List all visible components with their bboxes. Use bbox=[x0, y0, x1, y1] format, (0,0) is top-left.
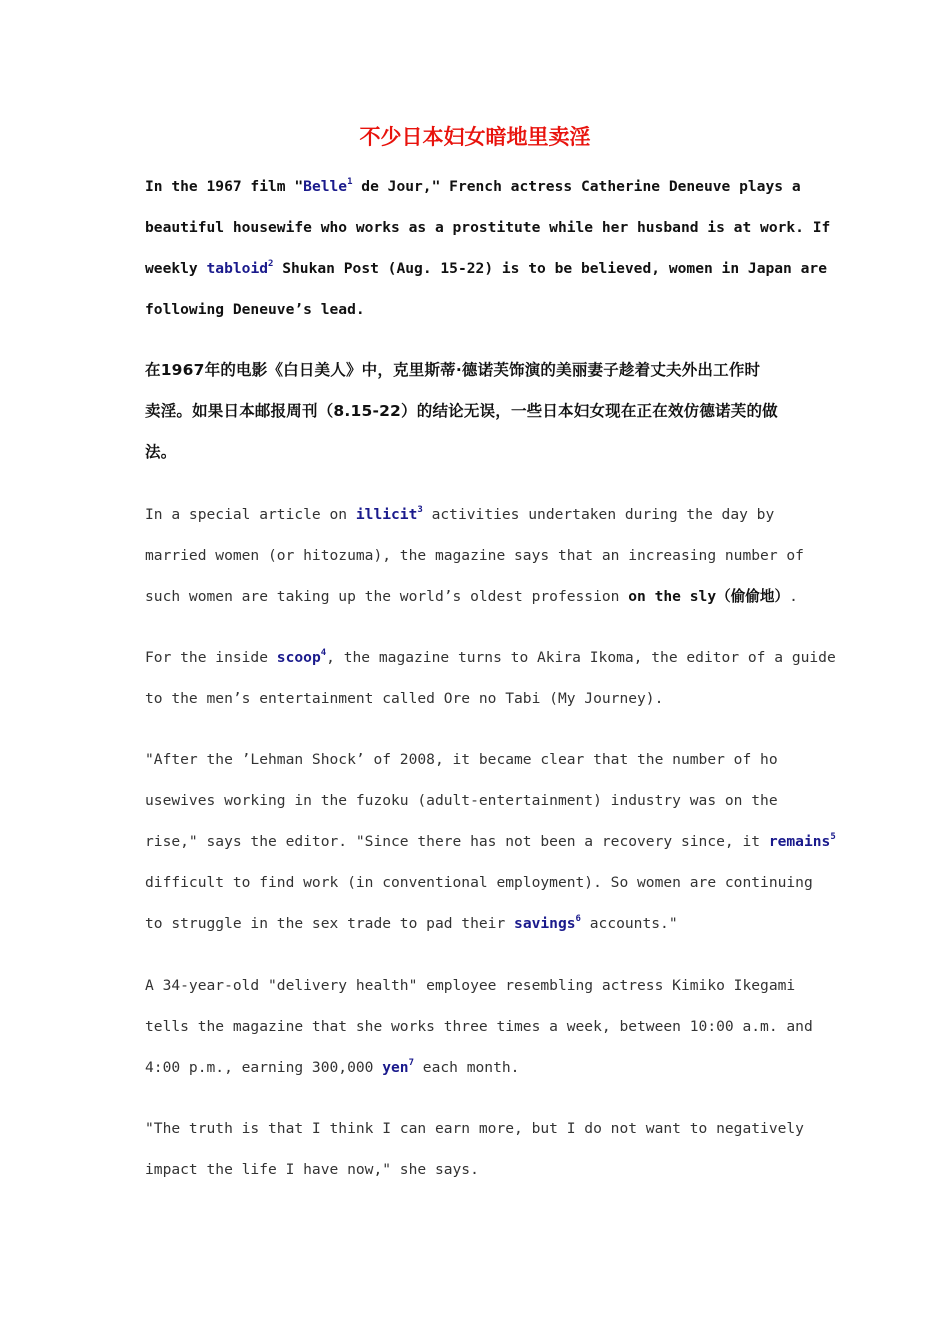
paragraph-inside-scoop bbox=[145, 637, 836, 719]
paragraph-lehman-shock bbox=[145, 739, 836, 944]
text-line: following Deneuve’s lead. bbox=[145, 301, 365, 318]
text-line: A 34-year-old "delivery health" employee resembling actress Kimiko Ikegami bbox=[145, 977, 796, 994]
text-line: In a special article on illicit$^3$ activities undertaken during the day by bbox=[145, 505, 775, 523]
paragraph-special-article bbox=[145, 494, 810, 617]
footnote-ref: 7 bbox=[408, 1058, 415, 1068]
text-line: usewives working in the fuzoku (adult-entertainment) industry was on the bbox=[145, 792, 778, 809]
vocab-savings: savings bbox=[514, 915, 576, 932]
text-line: married women (or hitozuma), the magazine says that an increasing number of bbox=[145, 547, 804, 564]
text-line: rise," says the editor. "Since there has not been a recovery since, it remains$^5$ bbox=[145, 832, 836, 850]
paragraph-intro-en bbox=[145, 166, 831, 330]
phrase-on-the-sly: on the sly（偷偷地） bbox=[628, 588, 790, 605]
vocab-tabloid: tabloid bbox=[206, 260, 269, 277]
text-line: weekly tabloid$^2$ Shukan Post (Aug. 15-22) is to be believed, women in Japan are bbox=[145, 259, 827, 277]
vocab-belle: Belle bbox=[303, 178, 348, 195]
footnote-ref: 5 bbox=[830, 832, 836, 842]
text-line: In the 1967 film "Belle$^1$ de Jour," French actress Catherine Deneuve plays a bbox=[145, 177, 801, 195]
text-line: For the inside scoop$^4$, the magazine turns to Akira Ikoma, the editor of a guide bbox=[145, 648, 836, 666]
text-line: 4:00 p.m., earning 300,000 yen$^7$ each month. bbox=[145, 1058, 520, 1076]
vocab-remains: remains bbox=[768, 833, 831, 850]
text-line: such women are taking up the world’s oldest profession on the sly（偷偷地）. bbox=[145, 588, 798, 605]
text-line: "After the ’Lehman Shock’ of 2008, it became clear that the number of ho bbox=[145, 751, 778, 768]
vocab-scoop: scoop bbox=[276, 649, 321, 666]
text-line: 在1967年的电影《白日美人》中，克里斯蒂·德诺芙饰演的美丽妻子趁着丈夫外出工作时 bbox=[145, 361, 761, 379]
text-line: impact the life I have now," she says. bbox=[145, 1161, 479, 1178]
footnote-ref: 3 bbox=[417, 505, 423, 515]
footnote-ref: 4 bbox=[320, 648, 327, 658]
text-line: tells the magazine that she works three times a week, between 10:00 a.m. and bbox=[145, 1018, 813, 1035]
text-line: 法。 bbox=[145, 443, 177, 461]
article-title: 不少日本妇女暗地里卖淫 bbox=[359, 125, 591, 149]
paragraph-intro-cn bbox=[145, 350, 810, 473]
vocab-yen: yen bbox=[382, 1059, 409, 1076]
paragraph-delivery-health bbox=[145, 965, 813, 1088]
footnote-ref: 1 bbox=[347, 177, 353, 187]
text-line: difficult to find work (in conventional employment). So women are continuing bbox=[145, 874, 813, 891]
vocab-illicit: illicit bbox=[355, 506, 418, 523]
paragraph-quote bbox=[145, 1108, 810, 1190]
footnote-ref: 6 bbox=[575, 914, 581, 924]
text-line: to struggle in the sex trade to pad their savings$^6$ accounts." bbox=[145, 914, 678, 932]
text-line: 卖淫。如果日本邮报周刊（8.15-22）的结论无误，一些日本妇女现在正在效仿德诺芙的做 bbox=[145, 402, 778, 420]
footnote-ref: 2 bbox=[268, 259, 274, 269]
text-line: to the men’s entertainment called Ore no Tabi (My Journey). bbox=[145, 690, 664, 707]
text-line: "The truth is that I think I can earn more, but I do not want to negatively bbox=[145, 1120, 804, 1137]
text-line: beautiful housewife who works as a prostitute while her husband is at work. If bbox=[145, 219, 831, 236]
